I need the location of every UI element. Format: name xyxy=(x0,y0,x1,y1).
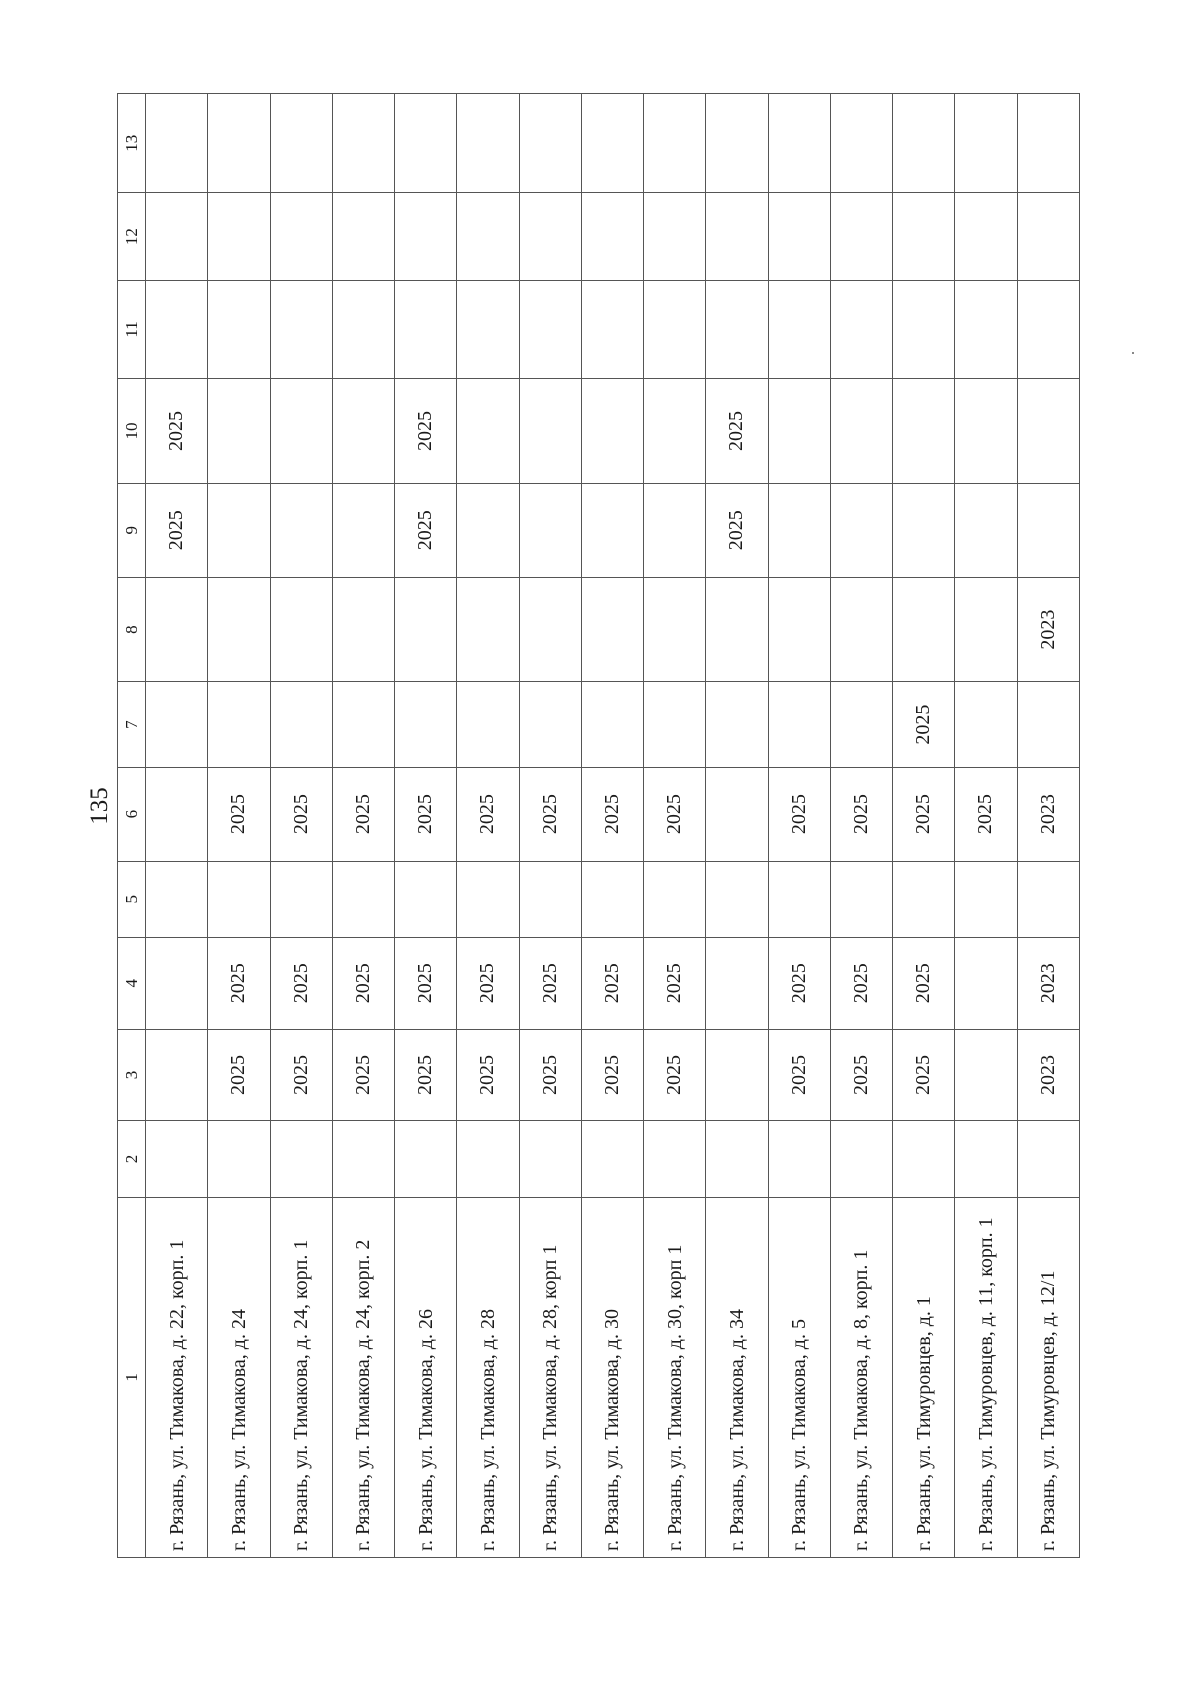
year-cell xyxy=(146,1029,208,1121)
year-cell xyxy=(830,280,892,378)
year-cell xyxy=(146,1121,208,1197)
year-cell xyxy=(457,94,519,193)
address-cell: г. Рязань, ул. Тимакова, д. 26 xyxy=(395,1197,457,1557)
year-cell xyxy=(457,861,519,937)
year-cell xyxy=(706,193,768,280)
table-row xyxy=(208,94,270,1558)
year-cell xyxy=(519,193,581,280)
year-cell xyxy=(955,937,1017,1029)
year-cell: 2025 xyxy=(270,937,332,1029)
table-row xyxy=(395,94,457,1558)
year-cell: 2025 xyxy=(768,767,830,861)
year-cell xyxy=(208,94,270,193)
scan-speck xyxy=(1132,352,1134,354)
year-cell: 2025 xyxy=(270,767,332,861)
year-cell xyxy=(706,94,768,193)
year-cell xyxy=(146,280,208,378)
year-cell xyxy=(893,577,955,682)
year-cell xyxy=(581,1121,643,1197)
year-cell xyxy=(208,577,270,682)
year-cell xyxy=(644,682,706,767)
year-cell xyxy=(332,682,394,767)
year-cell: 2025 xyxy=(830,767,892,861)
year-cell xyxy=(519,483,581,577)
year-cell xyxy=(955,193,1017,280)
address-cell: г. Рязань, ул. Тимакова, д. 28 xyxy=(457,1197,519,1557)
year-cell: 2025 xyxy=(395,379,457,484)
column-header: 11 xyxy=(118,280,146,378)
year-cell xyxy=(768,861,830,937)
column-header: 2 xyxy=(118,1121,146,1197)
year-cell: 2025 xyxy=(208,767,270,861)
year-cell: 2025 xyxy=(893,1029,955,1121)
year-cell xyxy=(332,94,394,193)
year-cell: 2025 xyxy=(893,937,955,1029)
year-cell xyxy=(768,1121,830,1197)
year-cell xyxy=(208,483,270,577)
year-cell xyxy=(519,682,581,767)
year-cell: 2025 xyxy=(581,1029,643,1121)
year-cell xyxy=(457,1121,519,1197)
column-header: 6 xyxy=(118,767,146,861)
year-cell xyxy=(955,861,1017,937)
year-cell xyxy=(519,861,581,937)
year-cell xyxy=(332,379,394,484)
year-cell xyxy=(644,483,706,577)
year-cell: 2025 xyxy=(768,1029,830,1121)
address-cell: г. Рязань, ул. Тимакова, д. 22, корп. 1 xyxy=(146,1197,208,1557)
year-cell xyxy=(270,94,332,193)
address-cell: г. Рязань, ул. Тимуровцев, д. 12/1 xyxy=(1017,1197,1079,1557)
year-cell xyxy=(332,483,394,577)
year-cell xyxy=(208,280,270,378)
year-cell: 2025 xyxy=(581,937,643,1029)
year-cell xyxy=(955,682,1017,767)
year-cell: 2023 xyxy=(1017,1029,1079,1121)
table-container xyxy=(117,93,1080,1558)
year-cell xyxy=(955,483,1017,577)
year-cell xyxy=(706,937,768,1029)
address-cell: г. Рязань, ул. Тимакова, д. 24, корп. 2 xyxy=(332,1197,394,1557)
year-cell: 2025 xyxy=(146,483,208,577)
year-cell xyxy=(332,280,394,378)
year-cell: 2025 xyxy=(955,767,1017,861)
year-cell xyxy=(208,1121,270,1197)
year-cell xyxy=(395,861,457,937)
year-cell xyxy=(270,379,332,484)
column-header: 9 xyxy=(118,483,146,577)
year-cell xyxy=(830,577,892,682)
year-cell xyxy=(644,280,706,378)
year-cell xyxy=(1017,483,1079,577)
year-cell xyxy=(519,1121,581,1197)
year-cell: 2025 xyxy=(830,937,892,1029)
year-cell: 2023 xyxy=(1017,577,1079,682)
address-cell: г. Рязань, ул. Тимакова, д. 24, корп. 1 xyxy=(270,1197,332,1557)
year-cell xyxy=(955,280,1017,378)
year-cell xyxy=(581,483,643,577)
year-cell: 2025 xyxy=(146,379,208,484)
page-number: 135 xyxy=(85,787,113,825)
year-cell: 2025 xyxy=(332,937,394,1029)
year-cell xyxy=(830,1121,892,1197)
year-cell xyxy=(768,94,830,193)
year-cell xyxy=(706,1029,768,1121)
year-cell xyxy=(146,193,208,280)
year-cell xyxy=(644,193,706,280)
year-cell xyxy=(146,937,208,1029)
address-cell: г. Рязань, ул. Тимакова, д. 30, корп 1 xyxy=(644,1197,706,1557)
table-row xyxy=(332,94,394,1558)
year-cell xyxy=(955,577,1017,682)
year-cell xyxy=(1017,379,1079,484)
year-cell xyxy=(208,682,270,767)
year-cell xyxy=(332,193,394,280)
year-cell xyxy=(581,280,643,378)
year-cell: 2025 xyxy=(457,937,519,1029)
year-cell xyxy=(581,193,643,280)
year-cell: 2025 xyxy=(893,682,955,767)
year-cell xyxy=(644,861,706,937)
year-cell: 2025 xyxy=(519,937,581,1029)
year-cell xyxy=(706,280,768,378)
year-cell xyxy=(457,483,519,577)
year-cell xyxy=(581,682,643,767)
year-cell xyxy=(893,1121,955,1197)
year-cell xyxy=(768,379,830,484)
column-header: 8 xyxy=(118,577,146,682)
address-cell: г. Рязань, ул. Тимакова, д. 5 xyxy=(768,1197,830,1557)
year-cell xyxy=(1017,94,1079,193)
year-cell: 2025 xyxy=(644,767,706,861)
column-header: 1 xyxy=(118,1197,146,1557)
year-cell xyxy=(830,483,892,577)
year-cell xyxy=(519,94,581,193)
year-cell: 2025 xyxy=(395,767,457,861)
year-cell xyxy=(706,682,768,767)
year-cell xyxy=(644,577,706,682)
column-header: 13 xyxy=(118,94,146,193)
year-cell xyxy=(830,94,892,193)
year-cell xyxy=(519,280,581,378)
year-cell xyxy=(208,193,270,280)
year-cell xyxy=(955,1029,1017,1121)
year-cell xyxy=(332,577,394,682)
year-cell xyxy=(768,193,830,280)
table-row xyxy=(146,94,208,1558)
year-cell xyxy=(457,280,519,378)
year-cell xyxy=(768,280,830,378)
year-cell xyxy=(395,94,457,193)
schedule-table xyxy=(117,93,1080,1558)
year-cell: 2025 xyxy=(395,937,457,1029)
year-cell xyxy=(332,861,394,937)
column-header: 10 xyxy=(118,379,146,484)
column-header: 7 xyxy=(118,682,146,767)
year-cell xyxy=(395,193,457,280)
year-cell: 2023 xyxy=(1017,937,1079,1029)
year-cell xyxy=(830,682,892,767)
year-cell xyxy=(519,577,581,682)
year-cell xyxy=(1017,280,1079,378)
table-row xyxy=(457,94,519,1558)
year-cell: 2025 xyxy=(706,379,768,484)
year-cell xyxy=(893,861,955,937)
header-row xyxy=(118,94,146,1558)
year-cell xyxy=(395,682,457,767)
year-cell xyxy=(955,94,1017,193)
address-cell: г. Рязань, ул. Тимуровцев, д. 11, корп. 1 xyxy=(955,1197,1017,1557)
year-cell xyxy=(457,193,519,280)
column-header: 12 xyxy=(118,193,146,280)
year-cell xyxy=(768,682,830,767)
year-cell: 2025 xyxy=(830,1029,892,1121)
year-cell xyxy=(146,94,208,193)
year-cell: 2023 xyxy=(1017,767,1079,861)
address-cell: г. Рязань, ул. Тимакова, д. 24 xyxy=(208,1197,270,1557)
year-cell xyxy=(581,379,643,484)
year-cell xyxy=(270,1121,332,1197)
year-cell: 2025 xyxy=(208,1029,270,1121)
year-cell xyxy=(1017,193,1079,280)
address-cell: г. Рязань, ул. Тимакова, д. 8, корп. 1 xyxy=(830,1197,892,1557)
year-cell xyxy=(270,280,332,378)
year-cell xyxy=(1017,1121,1079,1197)
year-cell xyxy=(830,379,892,484)
year-cell: 2025 xyxy=(519,767,581,861)
table-row xyxy=(893,94,955,1558)
year-cell xyxy=(1017,682,1079,767)
year-cell: 2025 xyxy=(457,767,519,861)
year-cell: 2025 xyxy=(270,1029,332,1121)
year-cell xyxy=(706,861,768,937)
year-cell xyxy=(270,577,332,682)
year-cell: 2025 xyxy=(395,1029,457,1121)
year-cell xyxy=(146,861,208,937)
year-cell xyxy=(395,280,457,378)
column-header: 3 xyxy=(118,1029,146,1121)
year-cell xyxy=(457,577,519,682)
year-cell xyxy=(893,483,955,577)
column-header: 5 xyxy=(118,861,146,937)
address-cell: г. Рязань, ул. Тимуровцев, д. 1 xyxy=(893,1197,955,1557)
year-cell: 2025 xyxy=(457,1029,519,1121)
table-row xyxy=(270,94,332,1558)
year-cell xyxy=(457,682,519,767)
year-cell: 2025 xyxy=(893,767,955,861)
table-row xyxy=(830,94,892,1558)
year-cell: 2025 xyxy=(208,937,270,1029)
table-row xyxy=(768,94,830,1558)
year-cell xyxy=(519,379,581,484)
year-cell xyxy=(768,577,830,682)
year-cell: 2025 xyxy=(395,483,457,577)
year-cell: 2025 xyxy=(581,767,643,861)
column-header: 4 xyxy=(118,937,146,1029)
year-cell: 2025 xyxy=(332,767,394,861)
address-cell: г. Рязань, ул. Тимакова, д. 30 xyxy=(581,1197,643,1557)
year-cell xyxy=(830,193,892,280)
year-cell xyxy=(457,379,519,484)
year-cell: 2025 xyxy=(644,1029,706,1121)
address-cell: г. Рязань, ул. Тимакова, д. 28, корп 1 xyxy=(519,1197,581,1557)
year-cell xyxy=(146,767,208,861)
year-cell xyxy=(332,1121,394,1197)
year-cell xyxy=(270,483,332,577)
year-cell: 2025 xyxy=(644,937,706,1029)
year-cell xyxy=(270,193,332,280)
year-cell xyxy=(395,1121,457,1197)
table-row xyxy=(581,94,643,1558)
year-cell xyxy=(1017,861,1079,937)
year-cell: 2025 xyxy=(706,483,768,577)
year-cell xyxy=(768,483,830,577)
year-cell xyxy=(644,94,706,193)
year-cell xyxy=(644,379,706,484)
table-row xyxy=(644,94,706,1558)
year-cell xyxy=(706,1121,768,1197)
year-cell xyxy=(955,379,1017,484)
year-cell xyxy=(146,682,208,767)
year-cell xyxy=(955,1121,1017,1197)
year-cell xyxy=(270,861,332,937)
table-row xyxy=(955,94,1017,1558)
table-row xyxy=(519,94,581,1558)
year-cell xyxy=(893,280,955,378)
year-cell xyxy=(706,577,768,682)
year-cell xyxy=(893,193,955,280)
year-cell xyxy=(893,379,955,484)
year-cell xyxy=(581,577,643,682)
year-cell xyxy=(270,682,332,767)
table-row xyxy=(1017,94,1079,1558)
year-cell xyxy=(830,861,892,937)
table-row xyxy=(706,94,768,1558)
year-cell: 2025 xyxy=(519,1029,581,1121)
year-cell xyxy=(395,577,457,682)
year-cell xyxy=(208,861,270,937)
year-cell xyxy=(208,379,270,484)
year-cell xyxy=(581,94,643,193)
year-cell: 2025 xyxy=(768,937,830,1029)
year-cell xyxy=(146,577,208,682)
year-cell xyxy=(581,861,643,937)
year-cell xyxy=(644,1121,706,1197)
year-cell xyxy=(706,767,768,861)
year-cell xyxy=(893,94,955,193)
address-cell: г. Рязань, ул. Тимакова, д. 34 xyxy=(706,1197,768,1557)
year-cell: 2025 xyxy=(332,1029,394,1121)
